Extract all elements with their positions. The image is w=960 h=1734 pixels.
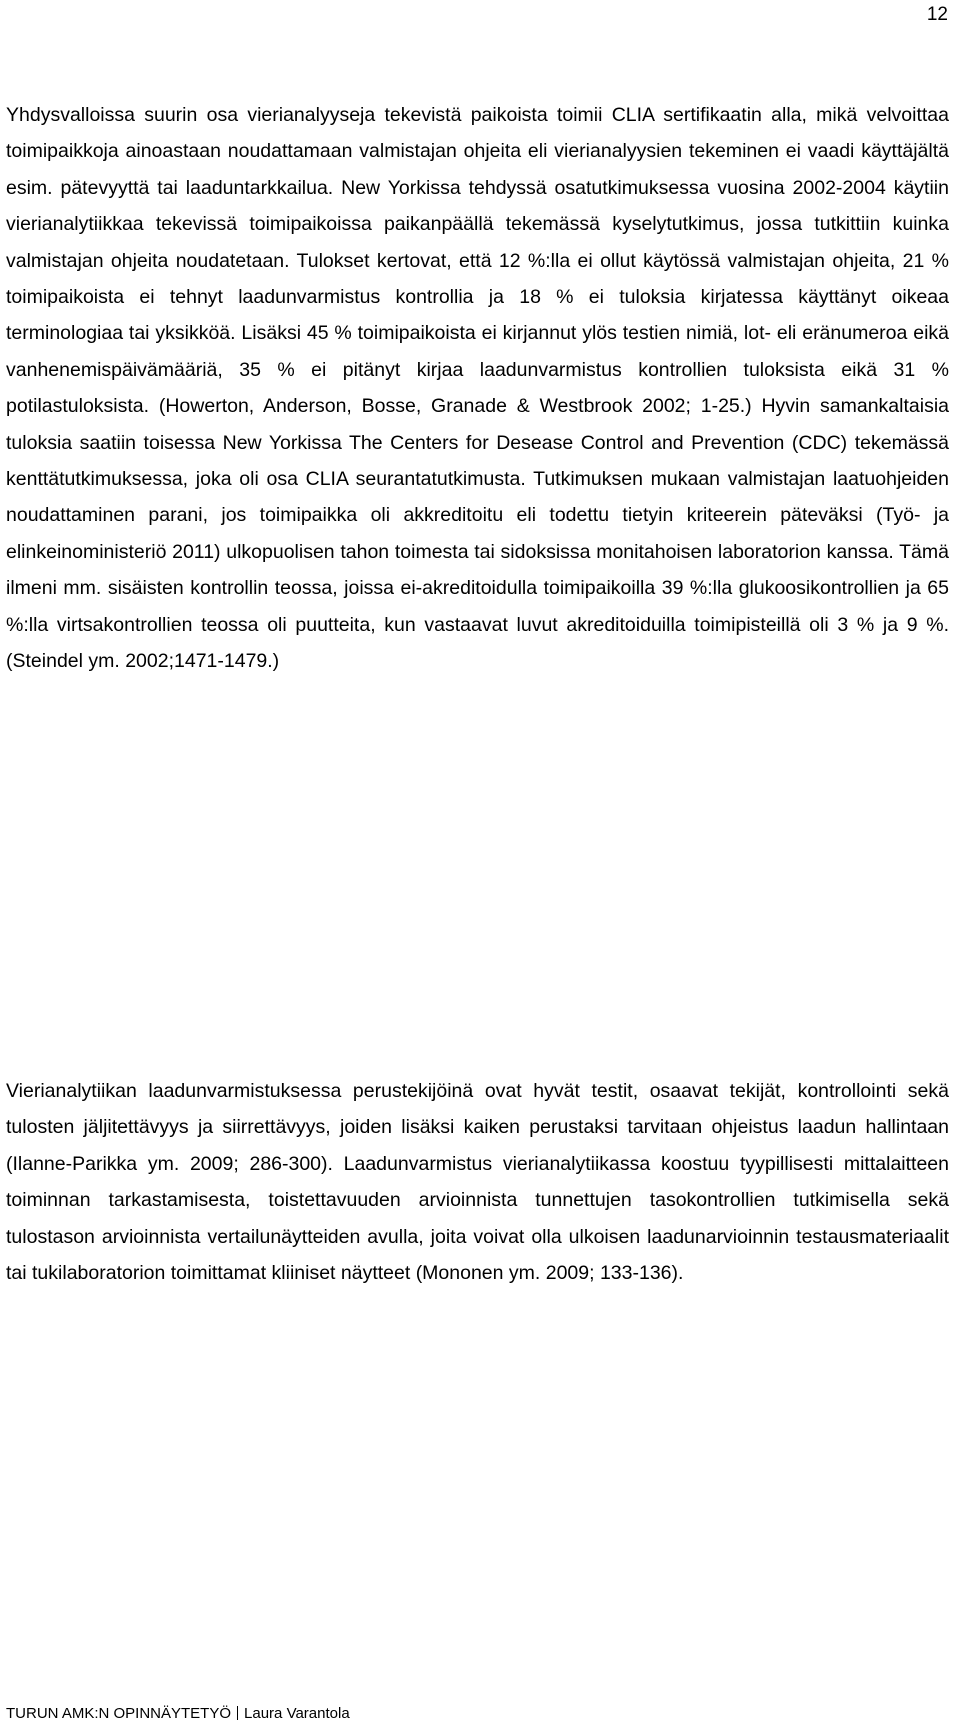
page-number: 12 <box>926 4 948 25</box>
footer-institution: TURUN AMK:N OPINNÄYTETYÖ <box>6 1705 232 1722</box>
paragraph-1: Yhdysvalloissa suurin osa vierianalyyseja tekevistä paikoista toimii CLIA sertifikaatin alla, mikä velvoittaa toimipaikkoja ainoastaan noudattamaan valmistajan ohjeita eli vierianalyysien tekeminen ei vaadi käyttäjältä esim. pätevyyttä tai laaduntarkkailua. New Yorkissa tehdyssä osatutkimuksessa vuosina 2002-2004 käytiin vierianalytiikkaa tekevissä toimipaikoissa paikanpäällä tekemässä kyselytutkimus, jossa tutkittiin kuinka valmistajan ohjeita noudatetaan. Tulokset kertovat, että 12 %:lla ei ollut käytössä valmistajan ohjeita, 21 % toimipaikoista ei tehnyt laadunvarmistus kontrollia ja 18 % ei tuloksia kirjatessa käyttänyt oikeaa terminologiaa tai yksikköä. Lisäksi 45 % toimipaikoista ei kirjannut ylös testien nimiä, lot- eli eränumeroa eikä vanhenemispäivämääriä, 35 % ei pitänyt kirjaa laadunvarmistus kontrollien tuloksista eikä 31 % potilastuloksista. (Howerton, Anderson, Bosse, Granade & Westbrook 2002; 1-25.) Hyvin samankaltaisia tuloksia saatiin toisessa New Yorkissa The Centers for Desease Control and Prevention (CDC) tekemässä kenttätutkimuksessa, joka oli osa CLIA seurantatutkimusta. Tutkimuksen mukaan valmistajan laatuohjeiden noudattaminen parani, jos toimipaikka oli akkreditoitu eli todettu tietyin kriteerein päteväksi (Työ- ja elinkeinoministeriö 2011) ulkopuolisen tahon toimesta tai sidoksissa monitahoisen laboratorion kanssa. Tämä ilmeni mm. sisäisten kontrollin teossa, joissa ei-akreditoidulla toimipaikoilla 39 %:lla glukoosikontrollien ja 65 %:lla virtsakontrollien teossa oli puutteita, kun vastaavat luvut akreditoiduilla toimipisteillä oli 3 % ja 9 %. (Steindel ym. 2002;1471-1479.) <box>6 104 949 673</box>
footer-author: Laura Varantola <box>244 1705 350 1722</box>
footer-separator <box>237 1706 238 1720</box>
footer <box>6 1705 350 1723</box>
paragraph-2: Vierianalytiikan laadunvarmistuksessa perustekijöinä ovat hyvät testit, osaavat tekijät, kontrollointi sekä tulosten jäljitettävyys ja siirrettävyys, joiden lisäksi kaiken perustaksi tarvitaan ohjeistus laadun hallintaan (Ilanne-Parikka ym. 2009; 286-300). Laadunvarmistus vierianalytiikassa koostuu tyypillisesti mittalaitteen toiminnan tarkastamisesta, toistettavuuden arvioinnista tunnettujen tasokontrollien tutkimisella sekä tulostason arvioinnista vertailunäytteiden avulla, joita voivat olla ulkoisen laadunarvioinnin testausmateriaalit tai tukilaboratorion toimittamat kliiniset näytteet (Mononen ym. 2009; 133-136). <box>6 1080 949 1285</box>
